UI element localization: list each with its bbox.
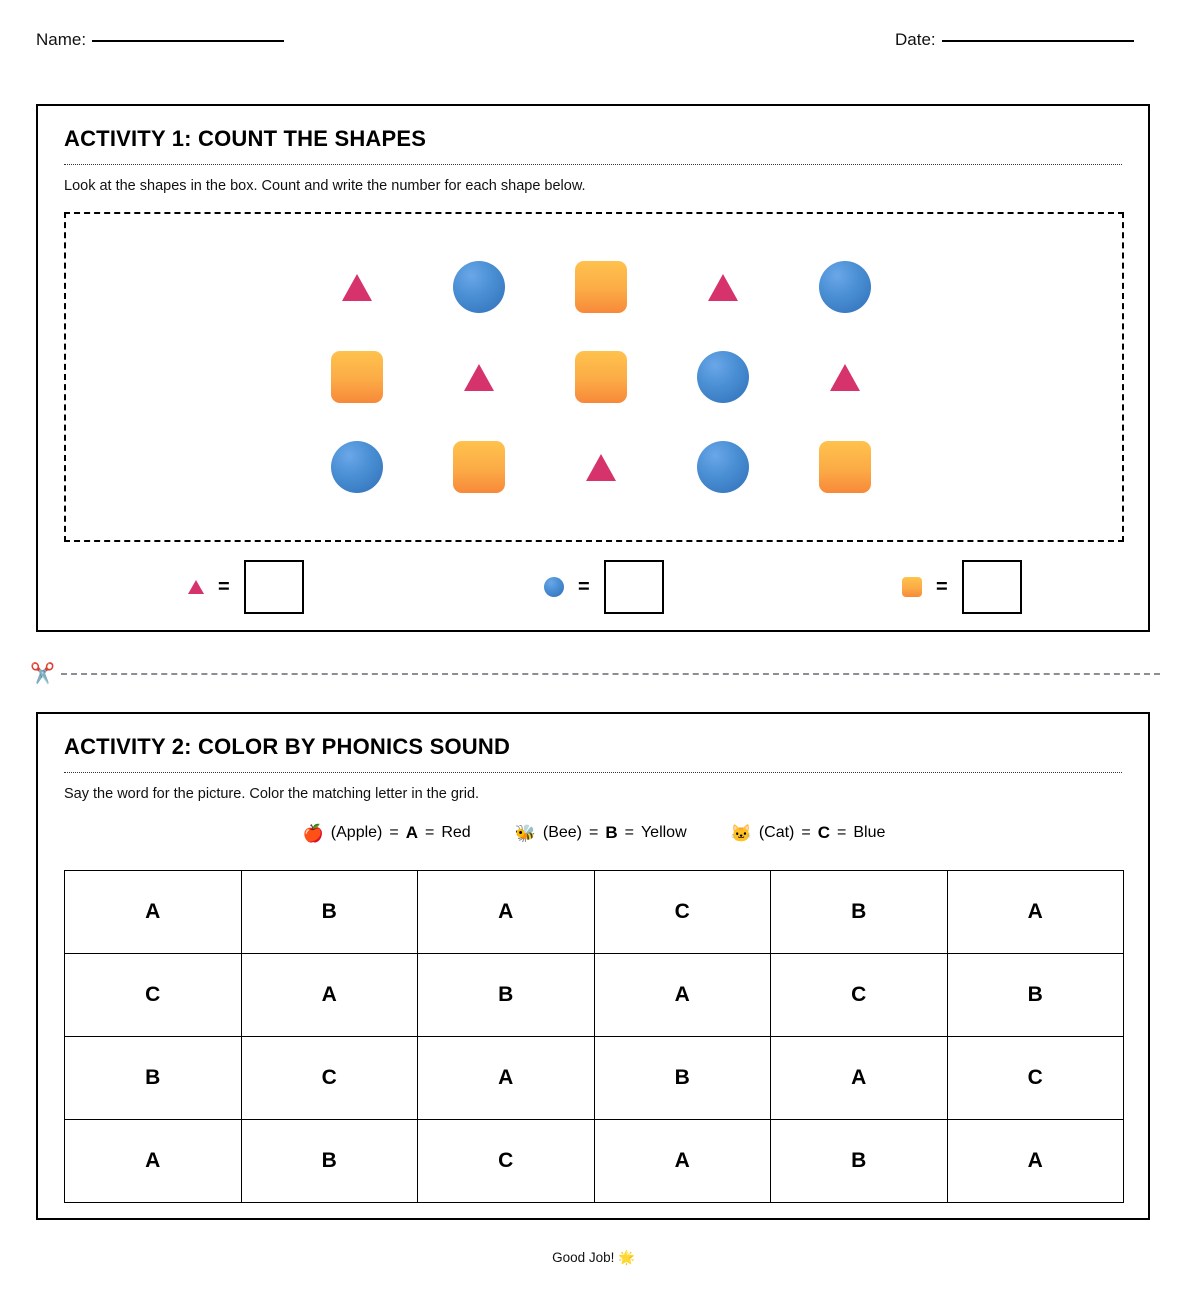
key-word: (Bee)	[542, 824, 582, 841]
letter-grid-row	[65, 954, 1124, 1037]
letter-grid-cell[interactable]: C	[241, 1037, 418, 1120]
date-label: Date:	[895, 30, 936, 49]
scissors-icon: ✂️	[30, 663, 55, 685]
shape-cell	[540, 332, 662, 422]
letter-grid-cell[interactable]: A	[418, 1037, 595, 1120]
key-color-name: Blue	[853, 824, 886, 841]
letter-grid-cell[interactable]: A	[594, 1120, 771, 1203]
phonics-key-item	[515, 823, 687, 843]
shape-cell	[418, 332, 540, 422]
equals-sign: =	[578, 576, 590, 598]
key-equals-2: =	[837, 824, 847, 841]
shape-cell	[296, 422, 418, 512]
letter-grid-cell[interactable]: A	[594, 954, 771, 1037]
letter-grid-cell[interactable]: A	[241, 954, 418, 1037]
square-icon	[331, 351, 383, 403]
circle-icon	[697, 351, 749, 403]
cut-dashed-line	[61, 673, 1160, 675]
answer-item-circle	[544, 554, 664, 620]
letter-grid	[64, 870, 1124, 1203]
letter-grid-cell[interactable]: B	[771, 1120, 948, 1203]
key-equals-1: =	[589, 824, 599, 841]
key-letter: C	[817, 823, 830, 842]
answer-box-circle[interactable]	[604, 560, 664, 614]
triangle-icon	[708, 274, 738, 301]
name-field[interactable]	[36, 30, 284, 50]
circle-icon	[453, 261, 505, 313]
letter-grid-cell[interactable]: C	[771, 954, 948, 1037]
shape-cell	[784, 422, 906, 512]
activity-1-divider	[64, 164, 1122, 165]
square-icon	[453, 441, 505, 493]
letter-grid-cell[interactable]: B	[241, 1120, 418, 1203]
triangle-icon	[342, 274, 372, 301]
letter-grid-cell[interactable]: A	[947, 871, 1124, 954]
circle-icon	[697, 441, 749, 493]
letter-grid-cell[interactable]: B	[594, 1037, 771, 1120]
letter-grid-cell[interactable]: B	[241, 871, 418, 954]
key-color-name: Yellow	[640, 824, 687, 841]
letter-grid-row	[65, 871, 1124, 954]
letter-grid-cell[interactable]: A	[65, 871, 242, 954]
letter-grid-row	[65, 1037, 1124, 1120]
shape-cell	[540, 242, 662, 332]
shape-cell	[418, 422, 540, 512]
key-equals-2: =	[425, 824, 435, 841]
shape-cell	[540, 422, 662, 512]
equals-sign: =	[936, 576, 948, 598]
activity-2-instruction: Say the word for the picture. Color the matching letter in the grid.	[64, 786, 480, 802]
cut-line	[30, 660, 1160, 688]
square-icon	[575, 261, 627, 313]
triangle-icon	[188, 580, 204, 594]
shape-cell	[662, 332, 784, 422]
footer-message: Good Job! 🌟	[552, 1250, 635, 1265]
answer-item-triangle	[188, 554, 304, 620]
name-label: Name:	[36, 30, 87, 49]
letter-grid-cell[interactable]: A	[947, 1120, 1124, 1203]
key-equals-2: =	[624, 824, 634, 841]
shape-cell	[784, 332, 906, 422]
key-emoji-icon: 🍎	[302, 823, 324, 843]
activity-2-title: ACTIVITY 2: COLOR BY PHONICS SOUND	[64, 734, 511, 759]
letter-grid-cell[interactable]: B	[771, 871, 948, 954]
triangle-icon	[464, 364, 494, 391]
circle-icon	[331, 441, 383, 493]
answer-box-square[interactable]	[962, 560, 1022, 614]
phonics-key-item	[303, 823, 471, 843]
letter-grid-cell[interactable]: A	[771, 1037, 948, 1120]
letter-grid-cell[interactable]: C	[418, 1120, 595, 1203]
letter-grid-row	[65, 1120, 1124, 1203]
key-letter: A	[405, 823, 418, 842]
letter-grid-cell[interactable]: B	[418, 954, 595, 1037]
shape-grid	[296, 242, 906, 512]
shapes-box	[64, 212, 1124, 542]
date-field[interactable]	[895, 30, 1134, 50]
key-word: (Cat)	[758, 824, 795, 841]
shape-cell	[662, 422, 784, 512]
square-icon	[575, 351, 627, 403]
letter-grid-cell[interactable]: B	[65, 1037, 242, 1120]
circle-icon	[544, 577, 564, 597]
phonics-key-item	[731, 823, 886, 843]
key-letter: B	[605, 823, 618, 842]
activity-2-divider	[64, 772, 1122, 773]
letter-grid-cell[interactable]: A	[65, 1120, 242, 1203]
square-icon	[902, 577, 922, 597]
answer-item-square	[902, 554, 1022, 620]
circle-icon	[819, 261, 871, 313]
key-word: (Apple)	[330, 824, 383, 841]
shape-cell	[418, 242, 540, 332]
key-emoji-icon: 🐝	[514, 823, 536, 843]
key-color-name: Red	[441, 824, 471, 841]
key-equals-1: =	[389, 824, 399, 841]
triangle-icon	[586, 454, 616, 481]
worksheet-header	[0, 30, 1187, 70]
activity-2-card	[36, 712, 1150, 1220]
date-write-line[interactable]	[942, 40, 1134, 42]
key-emoji-icon: 🐱	[730, 823, 752, 843]
equals-sign: =	[218, 576, 230, 598]
activity-1-card	[36, 104, 1150, 632]
activity-1-instruction: Look at the shapes in the box. Count and write the number for each shape below.	[64, 178, 586, 194]
answer-row	[64, 554, 1124, 620]
shape-cell	[662, 242, 784, 332]
letter-grid-cell[interactable]: C	[65, 954, 242, 1037]
answer-box-triangle[interactable]	[244, 560, 304, 614]
key-equals-1: =	[801, 824, 811, 841]
shape-cell	[296, 242, 418, 332]
activity-1-title: ACTIVITY 1: COUNT THE SHAPES	[64, 126, 427, 151]
letter-grid-cell[interactable]: B	[947, 954, 1124, 1037]
name-write-line[interactable]	[92, 40, 284, 42]
shape-cell	[784, 242, 906, 332]
letter-grid-cell[interactable]: C	[594, 871, 771, 954]
letter-grid-cell[interactable]: A	[418, 871, 595, 954]
triangle-icon	[830, 364, 860, 391]
letter-grid-cell[interactable]: C	[947, 1037, 1124, 1120]
phonics-key-legend	[64, 818, 1124, 848]
shape-cell	[296, 332, 418, 422]
square-icon	[819, 441, 871, 493]
